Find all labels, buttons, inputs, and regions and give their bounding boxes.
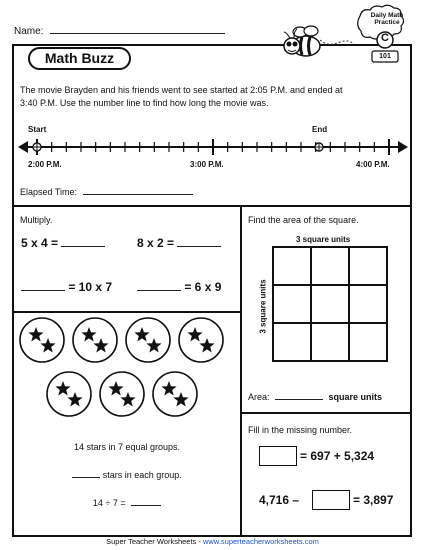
- stars-line2: stars in each group.: [102, 470, 182, 480]
- area-answer-label: Area:: [248, 392, 270, 402]
- footer-text: Super Teacher Worksheets -: [106, 537, 203, 546]
- eq2-answer-field[interactable]: [177, 236, 221, 247]
- multiply-eq3: [21, 280, 112, 294]
- missing-eq2-right: = 3,897: [353, 493, 394, 507]
- area-top-label: 3 square units: [296, 235, 351, 244]
- division-answer-field[interactable]: [131, 497, 161, 506]
- eq2-text: 8 x 2 =: [137, 236, 175, 250]
- divider-vertical: [240, 205, 242, 537]
- name-label: Name:: [14, 26, 44, 37]
- eq3-text: = 10 x 7: [68, 280, 113, 294]
- group-circle: [153, 372, 197, 416]
- multiply-eq4: [137, 280, 221, 294]
- name-row: [14, 25, 225, 37]
- number-line: [18, 136, 408, 158]
- badge-number: 101: [379, 53, 391, 60]
- multiply-eq1: [21, 236, 105, 250]
- divider-left-mid: [12, 311, 241, 313]
- area-grid: [272, 246, 388, 362]
- stars-line3-row: [14, 497, 240, 510]
- missing-answer-box-1[interactable]: [259, 446, 297, 466]
- area-answer-field[interactable]: [275, 391, 323, 400]
- badge-line2: Practice: [374, 19, 400, 26]
- area-answer-row: [248, 391, 382, 404]
- eq4-answer-field[interactable]: [137, 280, 181, 291]
- missing-eq2-left: 4,716 –: [259, 493, 300, 507]
- eq1-text: 5 x 4 =: [21, 236, 59, 250]
- stars-line3: 14 ÷ 7 =: [92, 498, 126, 508]
- group-circle: [73, 318, 117, 362]
- group-circle: [47, 372, 91, 416]
- missing-eq1: = 697 + 5,324: [300, 449, 375, 463]
- elapsed-label: Elapsed Time:: [20, 187, 78, 197]
- tick-label-1: 3:00 P.M.: [190, 160, 224, 169]
- group-circle: [20, 318, 64, 362]
- star-groups: [14, 314, 240, 424]
- problem1-line1: The movie Brayden and his friends went to see started at 2:05 P.M. and ended at: [20, 85, 343, 95]
- divider-right-mid: [240, 412, 412, 414]
- missing-answer-box-2[interactable]: [312, 490, 350, 510]
- badge-text: [368, 12, 406, 26]
- group-circle: [179, 318, 223, 362]
- tick-label-0: 2:00 P.M.: [28, 160, 62, 169]
- multiply-eq2: [137, 236, 221, 250]
- problem1-text: [20, 84, 410, 110]
- area-answer-unit: square units: [328, 392, 383, 402]
- multiply-heading: Multiply.: [20, 215, 53, 225]
- name-field[interactable]: [50, 25, 225, 34]
- divider-1: [12, 205, 412, 207]
- page-title: Math Buzz: [28, 47, 131, 70]
- footer: [0, 537, 425, 546]
- missing-heading: Fill in the missing number.: [248, 425, 353, 435]
- tick-label-2: 4:00 P.M.: [356, 160, 390, 169]
- problem1-line2: 3:40 P.M. Use the number line to find how long the movie was.: [20, 98, 269, 108]
- badge-letter: C: [381, 32, 389, 44]
- area-side-label: 3 square units: [258, 279, 268, 334]
- area-heading: Find the area of the square.: [248, 215, 359, 225]
- stars-line1: 14 stars in 7 equal groups.: [73, 442, 181, 452]
- end-label: End: [312, 125, 328, 134]
- elapsed-answer-field[interactable]: [83, 186, 193, 195]
- start-label: Start: [28, 125, 47, 134]
- elapsed-row: [20, 186, 193, 199]
- eq1-answer-field[interactable]: [61, 236, 105, 247]
- stars-answer-field[interactable]: [72, 469, 100, 478]
- group-circle: [100, 372, 144, 416]
- footer-link[interactable]: www.superteacherworksheets.com: [202, 537, 319, 546]
- badge-line1: Daily Math: [370, 12, 404, 19]
- bee-icon: [284, 26, 320, 56]
- eq4-text: = 6 x 9: [184, 280, 222, 294]
- stars-line2-row: [14, 469, 240, 482]
- eq3-answer-field[interactable]: [21, 280, 65, 291]
- group-circle: [126, 318, 170, 362]
